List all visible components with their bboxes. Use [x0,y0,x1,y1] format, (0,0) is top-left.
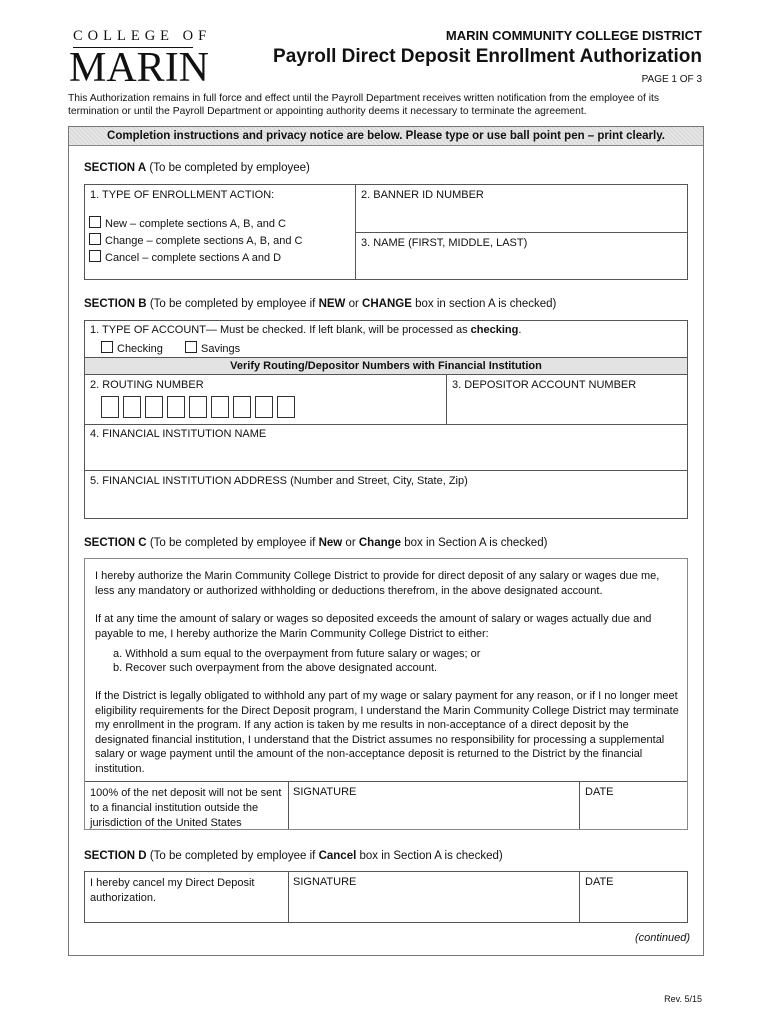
section-b-or: or [345,298,363,310]
routing-digit[interactable] [277,396,295,418]
section-d-note-end: box in Section A is checked) [356,850,503,862]
signature-field-d[interactable]: SIGNATURE [293,876,357,888]
cancel-statement: I hereby cancel my Direct Deposit authorization. [90,877,255,904]
routing-digit[interactable] [167,396,185,418]
section-d-note: (To be completed by employee if [146,850,319,862]
option-new[interactable] [89,216,286,230]
option-checking[interactable] [101,341,163,355]
option-savings[interactable] [185,341,240,355]
divider [85,470,687,471]
section-a-table [84,184,688,280]
section-a-heading [84,162,310,174]
divider [446,375,447,424]
section-a-note: (To be completed by employee) [146,162,310,174]
checkbox-change[interactable] [89,233,101,245]
checkbox-checking[interactable] [101,341,113,353]
divider [85,424,687,425]
district-name: MARIN COMMUNITY COLLEGE DISTRICT [445,28,702,43]
institution-address-field[interactable]: 5. FINANCIAL INSTITUTION ADDRESS (Number and Street, City, State, Zip) [90,475,468,487]
revision-label: Rev. 5/15 [664,994,702,1004]
routing-digit[interactable] [101,396,119,418]
checkbox-savings[interactable] [185,341,197,353]
page-title: Payroll Direct Deposit Enrollment Authorization [273,46,702,67]
routing-digit[interactable] [189,396,207,418]
option-cancel-label: Cancel – complete sections A and D [105,252,282,264]
divider [355,232,688,233]
section-b-note-end: box in section A is checked) [411,298,557,310]
divider [579,872,580,922]
authorization-paragraph: I hereby authorize the Marin Community College District to provide for direct deposit of any salary or wages due me, less any mandatory or authorized withholding or deductions therefrom, in the above designated account. [95,570,660,597]
section-c-label: SECTION C [84,537,147,549]
option-b-text: b. Recover such overpayment from the above designated account. [113,662,438,674]
date-field-c[interactable]: DATE [585,786,614,798]
depositor-account-field[interactable]: 3. DEPOSITOR ACCOUNT NUMBER [452,379,637,391]
verify-banner: Verify Routing/Depositor Numbers with Financial Institution [85,357,687,375]
banner-id-field[interactable]: 2. BANNER ID NUMBER [361,189,484,201]
section-a-label: SECTION A [84,162,147,174]
net-deposit-statement: 100% of the net deposit will not be sent to a financial institution outside the jurisdiction of the United States [90,787,282,829]
overpayment-paragraph: If at any time the amount of salary or wages so deposited exceeds the amount of salary or wages actually due and payable to me, I hereby authorize the Marin Community College District to either: [95,613,652,640]
divider [288,781,289,829]
section-b-heading [84,298,556,310]
section-b-label: SECTION B [84,298,147,310]
account-default: checking [470,324,519,336]
routing-number-label: 2. ROUTING NUMBER [90,379,204,391]
instructions-banner: Completion instructions and privacy notice are below. Please type or use ball point pen – print clearly. [69,127,703,146]
savings-label: Savings [201,343,241,355]
routing-digit[interactable] [211,396,229,418]
intro-text: This Authorization remains in full force and effect until the Payroll Department receives written notification from the employee of its termination or until the Payroll Department or appointing authority deems it necessary to terminate the agreement. [68,93,660,117]
section-c-change: Change [358,537,402,549]
routing-digit[interactable] [233,396,251,418]
section-b-table [84,320,688,519]
divider [85,781,687,782]
checking-label: Checking [117,343,163,355]
checkbox-cancel[interactable] [89,250,101,262]
termination-paragraph: If the District is legally obligated to withhold any part of my wage or salary payment for any reason, or if I no longer meet eligibility requirements for the Direct Deposit program, I understand the Marin Community College District may terminate my enrollment in the program. If any action is taken by me results in non-acceptance of a direct deposit by the designated financial institution, I understand that the District assumes no responsibility for processing a supplemental salary or wage payment until the amount of the non-acceptance deposit is returned to the District by the financial institution. [95,690,679,775]
section-b-note: (To be completed by employee if [146,298,319,310]
institution-name-field[interactable]: 4. FINANCIAL INSTITUTION NAME [90,428,267,440]
option-change-label: Change – complete sections A, B, and C [105,235,303,247]
account-type-label [90,324,521,336]
divider [579,781,580,829]
section-c-box [84,558,688,830]
section-c-new: New [318,537,343,549]
option-new-label: New – complete sections A, B, and C [105,218,286,230]
section-b-new: NEW [318,298,346,310]
section-c-note: (To be completed by employee if [146,537,319,549]
routing-digit[interactable] [123,396,141,418]
option-a-text: a. Withhold a sum equal to the overpayment from future salary or wages; or [113,648,481,660]
section-c-heading [84,537,547,549]
option-cancel[interactable] [89,250,281,264]
enrollment-type-label: 1. TYPE OF ENROLLMENT ACTION: [90,189,275,201]
signature-field-c[interactable]: SIGNATURE [293,786,357,798]
routing-digit[interactable] [255,396,273,418]
section-c-or: or [342,537,359,549]
routing-digit[interactable] [145,396,163,418]
section-b-change: CHANGE [362,298,412,310]
page-number: PAGE 1 OF 3 [641,74,702,85]
logo-main-text: MARIN [69,45,210,91]
section-d-heading [84,850,503,862]
option-change[interactable] [89,233,303,247]
name-field[interactable]: 3. NAME (FIRST, MIDDLE, LAST) [361,237,528,249]
section-d-cancel: Cancel [318,850,357,862]
period: . [518,324,522,336]
section-c-note-end: box in Section A is checked) [401,537,548,549]
date-field-d[interactable]: DATE [585,876,614,888]
routing-number-boxes[interactable] [101,396,299,421]
checkbox-new[interactable] [89,216,101,228]
divider [288,872,289,922]
logo-top-text: COLLEGE OF [73,28,212,44]
account-type-text: 1. TYPE OF ACCOUNT— Must be checked. If left blank, will be processed as [90,324,471,336]
section-d-table [84,871,688,923]
section-d-label: SECTION D [84,850,147,862]
continued-note: (continued) [634,932,690,944]
